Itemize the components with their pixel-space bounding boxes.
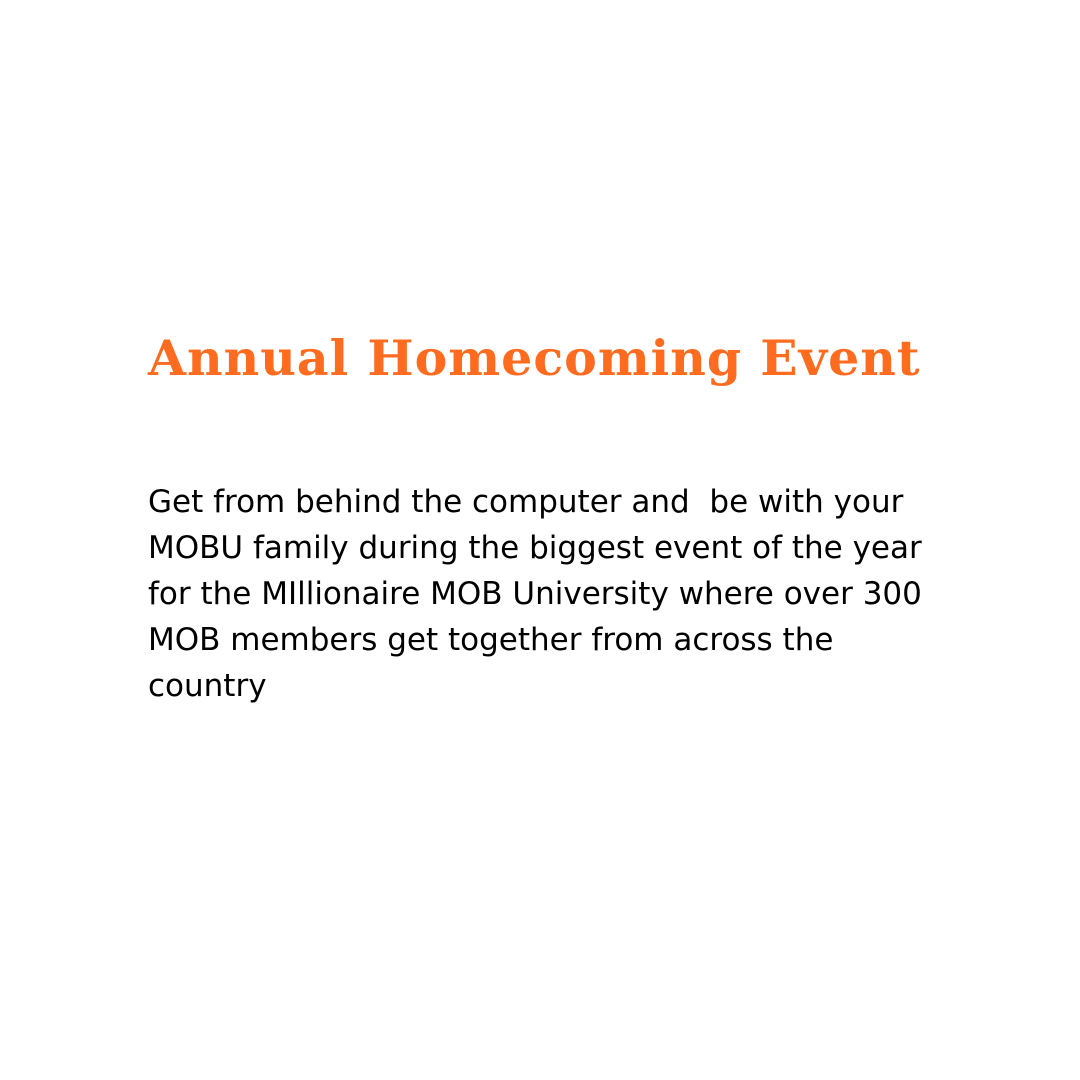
event-description: Get from behind the computer and be with your MOBU family during the biggest event of the year for the MIllionaire MOB University where over 300 MOB members get together from across the country <box>148 484 932 704</box>
event-title: Annual Homecoming Event <box>148 329 921 387</box>
